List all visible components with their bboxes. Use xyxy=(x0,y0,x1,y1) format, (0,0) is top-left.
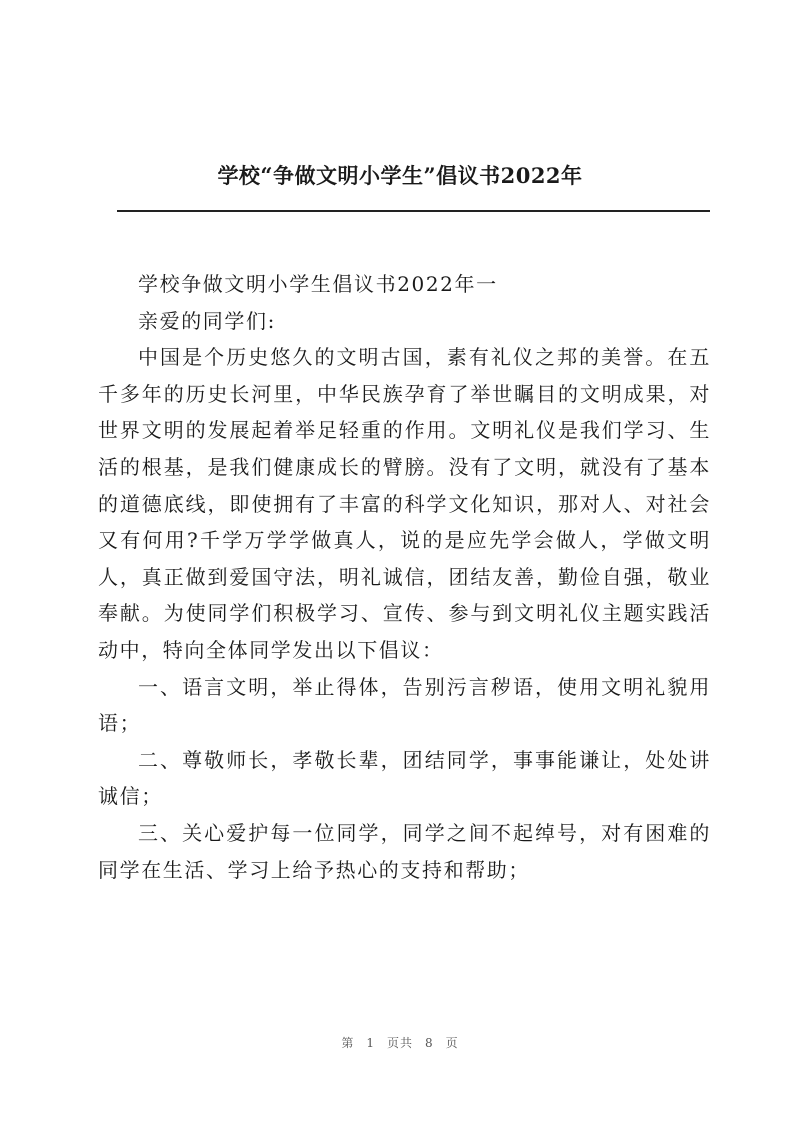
footer-prefix: 第 xyxy=(341,1036,355,1050)
paragraph-heading: 学校争做文明小学生倡议书2022年一 xyxy=(138,272,498,296)
footer-total-pages: 8 xyxy=(425,1036,434,1050)
page-footer xyxy=(0,1034,800,1051)
paragraph-item-1: 一、语言文明，举止得体，告别污言秽语，使用文明礼貌用语； xyxy=(98,674,711,736)
document-title: 学校“争做文明小学生”倡议书2022年 xyxy=(217,163,583,188)
paragraph-intro: 中国是个历史悠久的文明古国，素有礼仪之邦的美誉。在五千多年的历史长河里，中华民族孕育了举世瞩目的文明成果，对世界文明的发展起着举足轻重的作用。文明礼仪是我们学习、生活的根基，是我们健康成长的臂膀。没有了文明，就没有了基本的道德底线，即使拥有了丰富的科学文化知识，那对人、对社会又有何用?千学万学学做真人，说的是应先学会做人，学做文明人，真正做到爱国守法，明礼诚信，团结友善，勤俭自强，敬业奉献。为使同学们积极学习、宣传、参与到文明礼仪主题实践活动中，特向全体同学发出以下倡议： xyxy=(98,345,711,662)
document-body xyxy=(98,266,711,888)
footer-middle: 页共 xyxy=(386,1036,413,1050)
footer-suffix: 页 xyxy=(445,1036,459,1050)
paragraph-salutation: 亲爱的同学们: xyxy=(138,308,276,333)
footer-current-page: 1 xyxy=(366,1036,375,1050)
paragraph-item-2: 二、尊敬师长，孝敬长辈，团结同学，事事能谦让，处处讲诚信； xyxy=(98,747,711,809)
paragraph-item-3: 三、关心爱护每一位同学，同学之间不起绰号，对有困难的同学在生活、学习上给予热心的支持和帮助； xyxy=(98,820,711,882)
title-underline xyxy=(117,210,710,212)
